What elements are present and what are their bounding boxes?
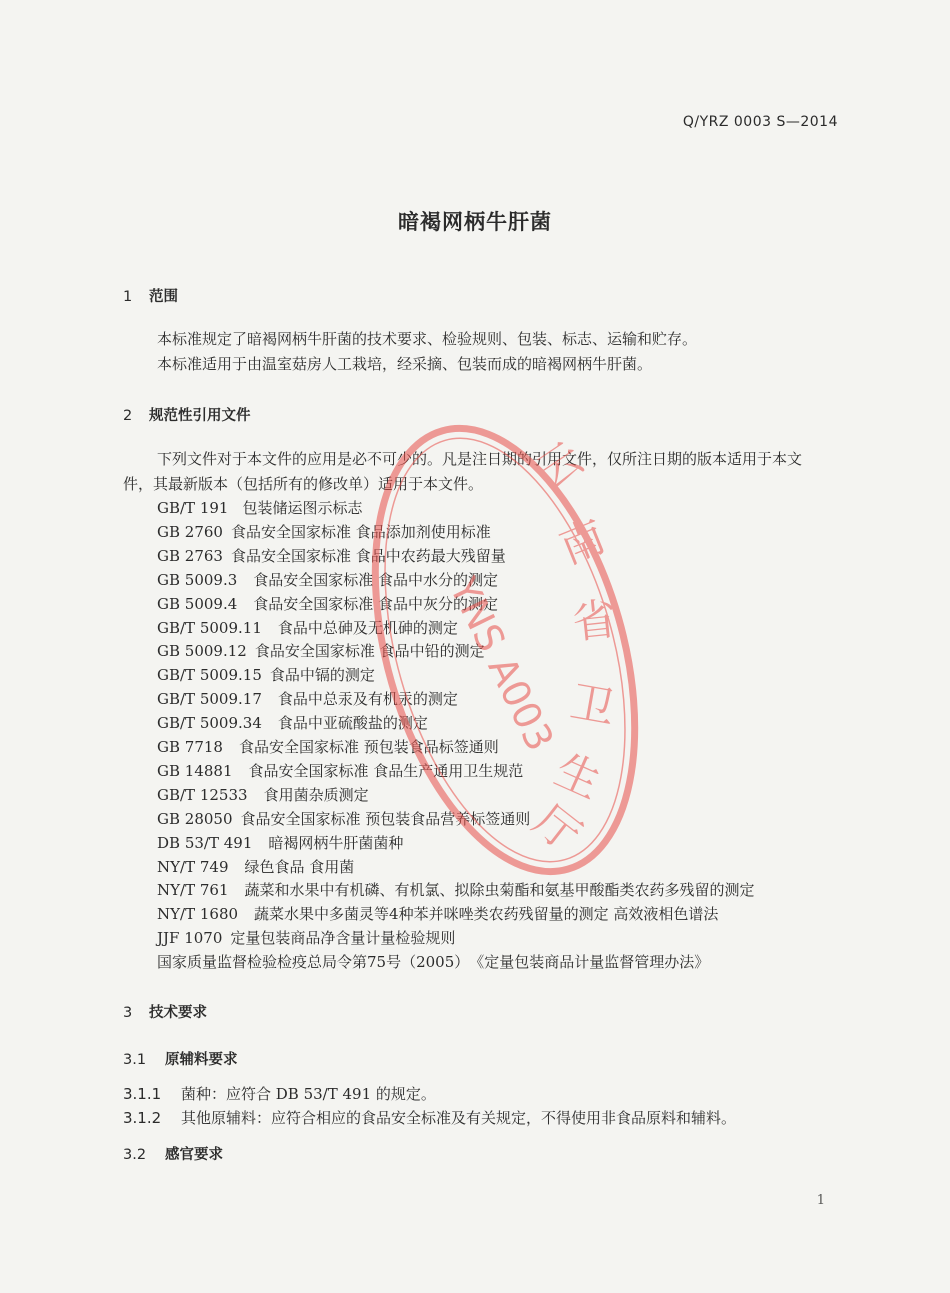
subsection-heading-sensory [123,1143,223,1164]
reference-title: 食品中镉的测定 [269,666,375,685]
section-number: 2 [123,408,133,424]
reference-title: 食品中亚硫酸盐的测定 [277,714,428,733]
reference-title: 食品安全国家标准 食品中农药最大残留量 [230,546,506,565]
clause-text: 其他原辅料：应符合相应的食品安全标准及有关规定，不得使用非食品原料和辅料。 [181,1109,737,1127]
section-title: 技术要求 [149,1005,207,1021]
scope-paragraph-2: 本标准适用于由温室菇房人工栽培，经采摘、包装而成的暗褐网柄牛肝菌。 [157,355,653,373]
section-number: 3 [123,1005,133,1021]
reference-title: 绿色食品 食用菌 [244,857,355,876]
reference-item [157,688,458,709]
reference-item [157,808,530,829]
seal-character: 云 [527,432,593,500]
subsection-heading-raw-materials [123,1048,238,1069]
seal-character: 卫 [566,676,619,735]
reference-code: GB 5009.4 [157,594,238,613]
reference-title: 食品安全国家标准 食品添加剂使用标准 [230,522,491,541]
reference-code: GB/T 12533 [157,785,248,804]
subsection-number: 3.2 [123,1147,147,1163]
references-intro-line-1: 下列文件对于本文件的应用是必不可少的。凡是注日期的引用文件，仅所注日期的版本适用于本文 [157,450,803,468]
reference-item [157,903,718,924]
clause-3-1-2 [123,1107,736,1128]
seal-character: 厅 [523,794,590,863]
reference-code: GB 5009.12 [157,642,247,661]
reference-code: GB/T 5009.15 [157,666,262,685]
section-title: 规范性引用文件 [149,408,251,424]
reference-title: 食品安全国家标准 食品生产通用卫生规范 [248,761,524,780]
reference-item [157,760,523,781]
reference-code: GB 7718 [157,738,223,756]
reference-code: GB 5009.3 [157,570,238,589]
reference-item [157,712,428,733]
reference-item [157,784,369,805]
reference-code: GB/T 5009.34 [157,714,262,733]
reference-item [157,640,485,661]
reference-item [157,497,362,518]
reference-item [157,593,498,614]
reference-title: 食用菌杂质测定 [263,785,369,804]
reference-item [157,569,498,590]
reference-item [157,736,499,757]
reference-item [157,879,755,900]
page-number: 1 [816,1193,825,1208]
reference-title: 蔬菜水果中多菌灵等4种苯并咪唑类农药残留量的测定 高效液相色谱法 [254,905,719,924]
seal-character: 南 [552,510,613,575]
reference-item [157,617,458,638]
reference-code: GB/T 5009.17 [157,690,262,709]
section-number: 1 [123,289,133,305]
reference-item [157,545,506,566]
references-intro-line-2: 件，其最新版本（包括所有的修改单）适用于本文件。 [123,475,484,493]
clause-3-1-1 [123,1083,436,1104]
seal-character: 省 [569,593,620,650]
seal-text [524,433,619,863]
section-heading-scope [123,285,178,306]
reference-item [157,664,375,685]
seal-center-text: YNS A003 [441,570,563,758]
clause-text: 菌种：应符合 DB 53/T 491 的规定。 [181,1085,436,1103]
section-heading-normative-references [123,404,251,425]
reference-title: 食品中总砷及无机砷的测定 [277,618,458,637]
reference-code: DB 53/T 491 [157,833,253,852]
reference-title: 食品安全国家标准 预包装食品营养标签通则 [240,809,531,828]
scope-paragraph-1: 本标准规定了暗褐网柄牛肝菌的技术要求、检验规则、包装、标志、运输和贮存。 [157,330,698,348]
reference-code: 国家质量监督检验检疫总局令第75号（2005） [157,953,470,972]
section-heading-technical-requirements [123,1001,207,1022]
reference-code: GB 14881 [157,761,233,780]
reference-code: NY/T 749 [157,857,229,876]
document-title: 暗褐网柄牛肝菌 [398,209,552,234]
reference-title: 食品安全国家标准 食品中铅的测定 [254,642,485,661]
reference-item [157,521,491,542]
reference-title: 蔬菜和水果中有机磷、有机氯、拟除虫菊酯和氨基甲酸酯类农药多残留的测定 [244,881,755,900]
subsection-number: 3.1 [123,1052,147,1068]
reference-title: 食品中总汞及有机汞的测定 [277,690,458,709]
subsection-title: 感官要求 [165,1147,223,1163]
reference-item [157,951,709,972]
reference-title: 食品安全国家标准 食品中水分的测定 [253,570,499,589]
reference-title: 暗褐网柄牛肝菌菌种 [268,833,404,852]
reference-title: 包装储运图示标志 [242,499,363,517]
reference-code: GB/T 191 [157,499,229,517]
section-title: 范围 [149,289,178,305]
reference-title: 食品安全国家标准 食品中灰分的测定 [253,594,499,613]
clause-number: 3.1.1 [123,1085,162,1103]
reference-code: NY/T 761 [157,881,229,900]
document-number: Q/YRZ 0003 S—2014 [682,114,838,130]
reference-code: JJF 1070 [157,929,223,948]
reference-code: GB 2763 [157,546,223,565]
reference-code: NY/T 1680 [157,905,239,924]
reference-title: 《定量包装商品计量监督管理办法》 [469,953,710,972]
reference-item [157,832,403,853]
reference-code: GB/T 5009.11 [157,618,262,637]
reference-item [157,927,455,948]
subsection-title: 原辅料要求 [165,1052,238,1068]
clause-number: 3.1.2 [123,1109,162,1127]
reference-title: 定量包装商品净含量计量检验规则 [230,929,456,948]
reference-code: GB 2760 [157,522,223,541]
seal-character: 生 [547,744,609,809]
reference-title: 食品安全国家标准 预包装食品标签通则 [238,738,499,756]
reference-code: GB 28050 [157,809,233,828]
reference-item [157,856,354,877]
